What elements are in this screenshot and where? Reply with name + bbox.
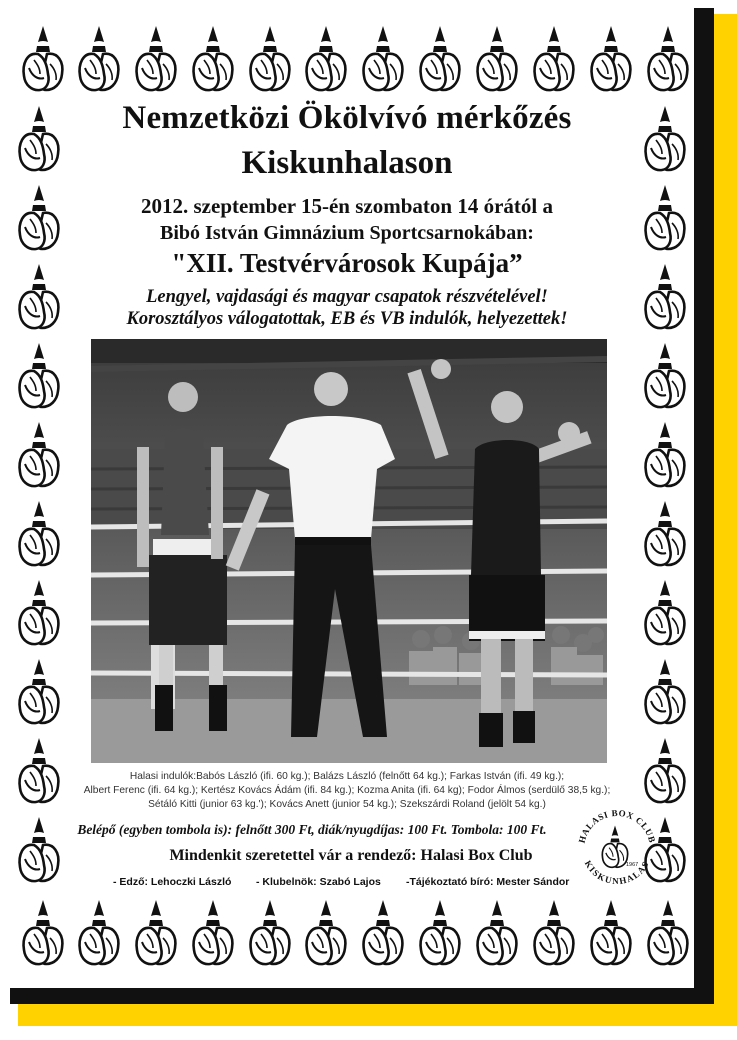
date-line: 2012. szeptember 15-én szombaton 14 órától a [141, 194, 553, 218]
boxing-glove-icon [303, 898, 349, 968]
boxing-glove-icon [645, 24, 691, 94]
boxing-glove-icon [247, 24, 293, 94]
coach-credit: - Edző: Lehoczki László [113, 876, 232, 888]
boxing-glove-icon [588, 898, 634, 968]
club-seal-icon [574, 806, 660, 892]
boxing-glove-icon [76, 24, 122, 94]
boxing-glove-icon [133, 24, 179, 94]
boxing-glove-icon [190, 24, 236, 94]
boxing-glove-icon [642, 420, 688, 490]
boxing-glove-icon [16, 499, 62, 569]
boxing-glove-icon [642, 736, 688, 806]
boxing-glove-icon [16, 420, 62, 490]
title-line1: Nemzetközi Ökölvívó mérkőzés [122, 100, 572, 136]
boxing-ring-illustration [91, 339, 607, 763]
boxing-glove-icon [360, 898, 406, 968]
boxing-glove-icon [76, 898, 122, 968]
boxing-glove-icon [474, 24, 520, 94]
boxing-glove-icon [474, 898, 520, 968]
referee-credit: -Tájékoztató bíró: Mester Sándor [406, 876, 570, 888]
boxing-glove-icon [190, 898, 236, 968]
seal-text-bottom: KISKUNHALAS [582, 858, 652, 887]
boxing-glove-icon [16, 341, 62, 411]
boxing-glove-icon [642, 341, 688, 411]
boxing-glove-icon [247, 898, 293, 968]
subtitle-line2: Korosztályos válogatottak, EB és VB indulók, helyezettek! [126, 309, 568, 329]
boxing-glove-icon [417, 24, 463, 94]
boxing-glove-icon [531, 898, 577, 968]
cup-name: "XII. Testvérvárosok Kupája” [171, 248, 523, 278]
boxing-glove-icon [16, 657, 62, 727]
seal-text-top: HALASI BOX CLUB [576, 807, 658, 845]
club-president-credit: - Klubelnök: Szabó Lajos [256, 876, 381, 888]
boxing-glove-icon [133, 898, 179, 968]
boxing-glove-icon [16, 578, 62, 648]
seal-year: 1967 [626, 862, 639, 868]
boxing-glove-icon [417, 898, 463, 968]
boxing-glove-icon [531, 24, 577, 94]
boxing-glove-icon [303, 24, 349, 94]
venue-line: Bibó István Gimnázium Sportcsarnokában: [160, 222, 534, 244]
boxing-glove-icon [645, 898, 691, 968]
participants-line2: Albert Ferenc (ifi. 64 kg.); Kertész Kovács Ádám (ifi. 84 kg.); Kozma Anita (ifi. 64 kg); Fodor Álmos (serdülő 38,5 kg.); [83, 785, 611, 796]
title-line2: Kiskunhalason [241, 145, 453, 181]
entry-fee: Belépő (egyben tombola is): felnőtt 300 Ft, diák/nyugdíjas: 100 Ft. Tombola: 100 Ft. [77, 822, 547, 837]
boxing-glove-icon [20, 898, 66, 968]
boxing-glove-icon [16, 736, 62, 806]
boxing-glove-icon [642, 499, 688, 569]
boxing-glove-icon [20, 24, 66, 94]
boxing-glove-icon [588, 24, 634, 94]
participants-line1: Halasi indulók:Babós László (ifi. 60 kg.); Balázs László (felnőtt 64 kg.); Farkas István (ifi. 49 kg.); [129, 771, 565, 782]
participants-line3: Sétáló Kitti (junior 63 kg.'); Kovács Anett (junior 54 kg.); Szekszárdi Roland (jelölt 54 kg.) [148, 799, 546, 810]
boxing-glove-icon [642, 578, 688, 648]
boxing-glove-icon [642, 657, 688, 727]
boxing-match-photo [91, 339, 607, 763]
boxing-glove-icon [360, 24, 406, 94]
welcome-text: Mindenkit szeretettel vár a rendező: Halasi Box Club [169, 847, 533, 864]
subtitle-line1: Lengyel, vajdasági és magyar csapatok részvételével! [146, 287, 548, 307]
